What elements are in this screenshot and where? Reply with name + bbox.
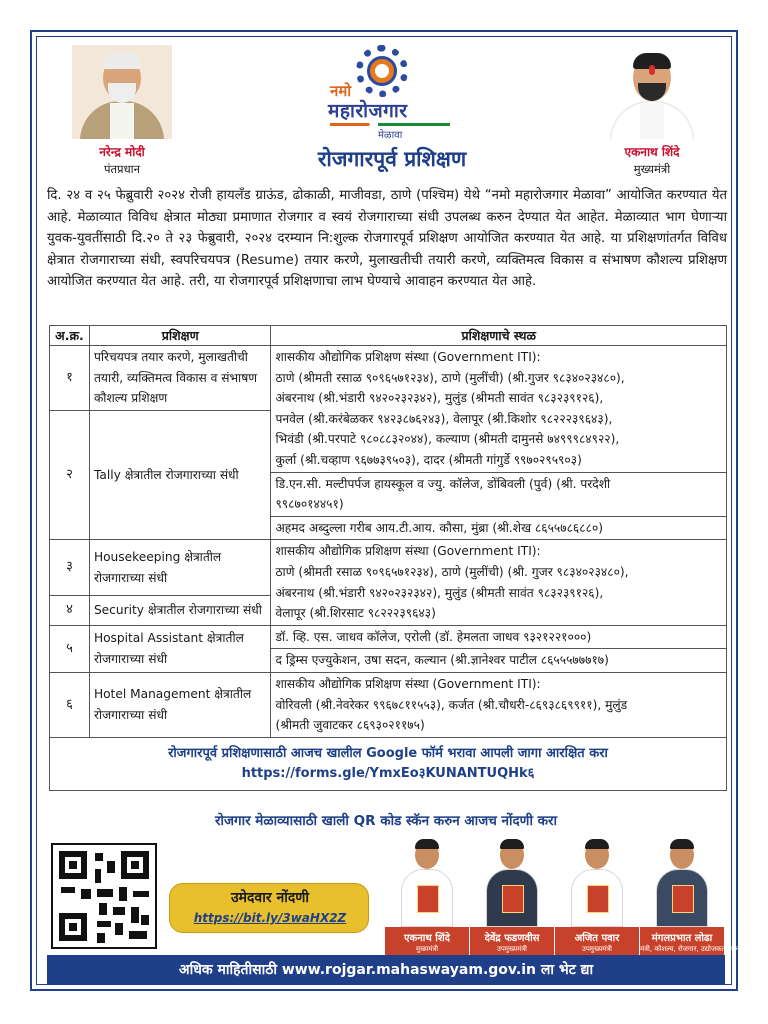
bottom-info-bar[interactable]: अधिक माहितीसाठी www.rojgar.mahaswayam.gov.in ला भेट द्या (47, 955, 725, 985)
row-location (271, 540, 727, 625)
row-training: Housekeeping क्षेत्रातील रोजगाराच्या संधी (89, 540, 271, 596)
registration-title: उमेदवार नोंदणी (230, 890, 310, 906)
logo-maharojgar-text: महारोजगार (328, 100, 408, 122)
row-location (271, 346, 727, 473)
left-person-name: नरेन्द्र मोदी (99, 145, 145, 159)
table-footer-row (50, 737, 727, 790)
book-icon (672, 885, 694, 913)
row-sr: १ (50, 346, 90, 411)
location-line: ९९८७०१४४५१) (275, 497, 344, 512)
location-line: (श्रीमती जुवाटकर ८६९३०२११७५) (275, 718, 425, 733)
location-line: ठाणे (श्रीमती रसाळ ९०९६५७१२३४), ठाणे (मुलींची) (श्री.गुजर ९८३४०२३४८०), (275, 370, 625, 385)
page-title: रोजगारपूर्व प्रशिक्षण (317, 147, 467, 171)
row-sr: ३ (50, 540, 90, 596)
location-line: ठाणे (श्रीमती रसाळ ९०९६५७१२३४), ठाणे (मुलींची) (श्री. गुजर ९८३४०२३४८०), (275, 564, 629, 579)
google-form-text: रोजगारपूर्व प्रशिक्षणासाठी आजच खालील Google फॉर्म भरावा आपली जागा आरक्षित करा (168, 745, 608, 761)
intro-paragraph: दि. २४ व २५ फेब्रुवारी २०२४ रोजी हायलँड ग्राऊंड, ढोकाळी, माजीवडा, ठाणे (पश्चिम) येथे “नमो महारोजगार मेळावा” आयोजित करण्यात येत आहे. मेळाव्यात विविध क्षेत्रात मोठ्या प्रमाणात रोजगार व स्वयं रोजगाराच्या संधी उपलब्ध करुन देण्यात येत आहेत. मेळाव्यात भाग घेणाऱ्या युवक-युवतींसाठी दि.२० ते २३ फेब्रुवारी, २०२४ दरम्यान नि:शुल्क रोजगारपूर्व प्रशिक्षण आयोजित करण्यात येत आहे. या प्रशिक्षणांतर्गत विविध क्षेत्रात रोजगाराच्या संधी, स्वपरिचयपत्र (Resume) तयार करणे, मुलाखतीची तयारी करणे, व्यक्तिमत्व विकास व संभाषण कौशल्य प्रशिक्षण आयोजित करण्यात येत आहे. तरी, या रोजगारपूर्व प्रशिक्षणाचा लाभ घेण्याचे आवाहन करण्यात येत आहे. (47, 188, 727, 289)
book-icon (502, 885, 524, 913)
logo-melava-text: मेळावा (378, 130, 403, 141)
location-line: शासकीय औद्योगिक प्रशिक्षण संस्था (Government ITI): (275, 676, 541, 691)
location-line: भिवंडी (श्री.परपाटे ९८०८८३२०४४), कल्याण (श्रीमती दामुनसे ७४९९९८४९२२), (275, 432, 620, 447)
training-table (49, 325, 727, 791)
col-training: प्रशिक्षण (89, 326, 271, 346)
leader-role: उपमुख्यमंत्री (581, 945, 613, 953)
qr-heading: रोजगार मेळाव्यासाठी खाली QR कोड स्कॅन करुन आजच नोंदणी करा (214, 813, 558, 829)
right-person-role: मुख्यमंत्री (633, 162, 671, 176)
row-location: डॉ. व्हि. एस. जाधव कॉलेज, एरोली (डॉ. हेमलता जाधव ९३२१२२१०००) (271, 625, 727, 649)
col-sr: अ.क्र. (50, 326, 90, 346)
qr-code[interactable] (51, 843, 157, 949)
col-location: प्रशिक्षणाचे स्थळ (271, 326, 727, 346)
row-training: Hospital Assistant क्षेत्रातील रोजगाराच्या संधी (89, 625, 271, 672)
leader-card (385, 835, 469, 959)
leader-name: अजित पवार (574, 933, 620, 944)
table-row (50, 625, 727, 649)
leader-card (555, 835, 639, 959)
leader-name: मंगलप्रभात लोढा (651, 933, 713, 944)
location-line: कुर्ला (श्री.चव्हाण ९६७७३९५०३), दादर (श्रीमती गांगुर्डे ९९७०२९५९०३) (275, 452, 582, 467)
leader-role: मंत्री, कौशल्य, रोजगार, उद्योजकता व नाविन्यता (640, 945, 760, 953)
row-sr: ४ (50, 596, 90, 626)
logo-tricolor-line (330, 123, 450, 126)
registration-link[interactable]: https://bit.ly/3waHX2Z (193, 911, 347, 925)
left-person-role: पंतप्रधान (103, 162, 141, 176)
leader-role: मुख्यमंत्री (415, 945, 439, 953)
leaders-strip (385, 835, 760, 959)
book-icon (587, 885, 609, 913)
location-line: शासकीय औद्योगिक प्रशिक्षण संस्था (Government ITI): (275, 544, 541, 559)
table-footer (50, 737, 727, 790)
left-person (67, 45, 177, 177)
location-line: शासकीय औद्योगिक प्रशिक्षण संस्था (Government ITI): (275, 350, 541, 364)
right-person (597, 45, 707, 177)
location-line: वेलापूर (श्री.शिरसाट ९८२२२३९६४३) (275, 606, 436, 621)
right-person-photo (602, 45, 702, 139)
row-training: Tally क्षेत्रातील रोजगाराच्या संधी (89, 410, 271, 540)
google-form-link[interactable]: https://forms.gle/YmxEo३KUNANTUQHk६ (241, 765, 535, 781)
row-sr: ५ (50, 625, 90, 672)
left-person-photo (72, 45, 172, 139)
table-row (50, 346, 727, 411)
namo-maharojgar-logo (292, 45, 492, 145)
leader-name: देवेंद्र फडणवीस (484, 933, 540, 944)
page-frame (30, 30, 760, 991)
row-sr: ६ (50, 672, 90, 737)
row-location: द ड्रिम्स एज्युकेशन, उषा सदन, कल्यान (श्री.ज्ञानेश्वर पाटील ८६५५५७७७१७) (271, 649, 727, 673)
location-line: वोरिवली (श्री.नेवरेकर ९९६७८११५५३), कर्जत (श्री.चौधरी-८६९३८६९९११), मुलुंड (275, 697, 628, 712)
location-line: पनवेल (श्री.करंबेळकर ९४२३८७६२४३), वेलापूर (श्री.किशोर ९८२२२३९६४३), (275, 411, 613, 426)
leader-role: उपमुख्यमंत्री (496, 945, 528, 953)
row-location (271, 472, 727, 516)
location-line: अंबरनाथ (श्री.भंडारी ९४२०२३२३४२), मुलुंड (श्रीमती सावंत ९८३२३९१२६), (275, 585, 604, 600)
row-location (271, 672, 727, 737)
location-line: अंबरनाथ (श्री.भंडारी ९४२०२३२३४२), मुलुंड (श्रीमती सावंत ९८३२३९१२६), (275, 391, 604, 406)
table-row (50, 540, 727, 596)
candidate-registration-box[interactable] (169, 883, 369, 933)
book-icon (417, 885, 439, 913)
right-person-name: एकनाथ शिंदे (624, 145, 680, 159)
leader-name: एकनाथ शिंदे (404, 933, 450, 944)
location-line: डि.एन.सी. मल्टीपर्पज हायस्कूल व ज्यु. कॉलेज, डोंबिवली (पुर्व) (श्री. परदेशी (275, 476, 611, 491)
leader-card (640, 835, 760, 959)
table-row (50, 672, 727, 737)
page-inner-frame (36, 36, 760, 985)
row-training: परिचयपत्र तयार करणे, मुलाखतीची तयारी, व्यक्तिमत्व विकास व संभाषण कौशल्य प्रशिक्षण (89, 346, 271, 411)
row-location: अहमद अब्दुल्ला गरीब आय.टी.आय. कौसा, मुंब्रा (श्री.शेख ८६५५७८६८८०) (271, 516, 727, 540)
row-training: Security क्षेत्रातील रोजगाराच्या संधी (89, 596, 271, 626)
header (37, 37, 735, 177)
table-header-row (50, 326, 727, 346)
row-sr: २ (50, 410, 90, 540)
row-training: Hotel Management क्षेत्रातील रोजगाराच्या संधी (89, 672, 271, 737)
logo-namo-text: नमो (330, 82, 352, 100)
leader-card (470, 835, 554, 959)
